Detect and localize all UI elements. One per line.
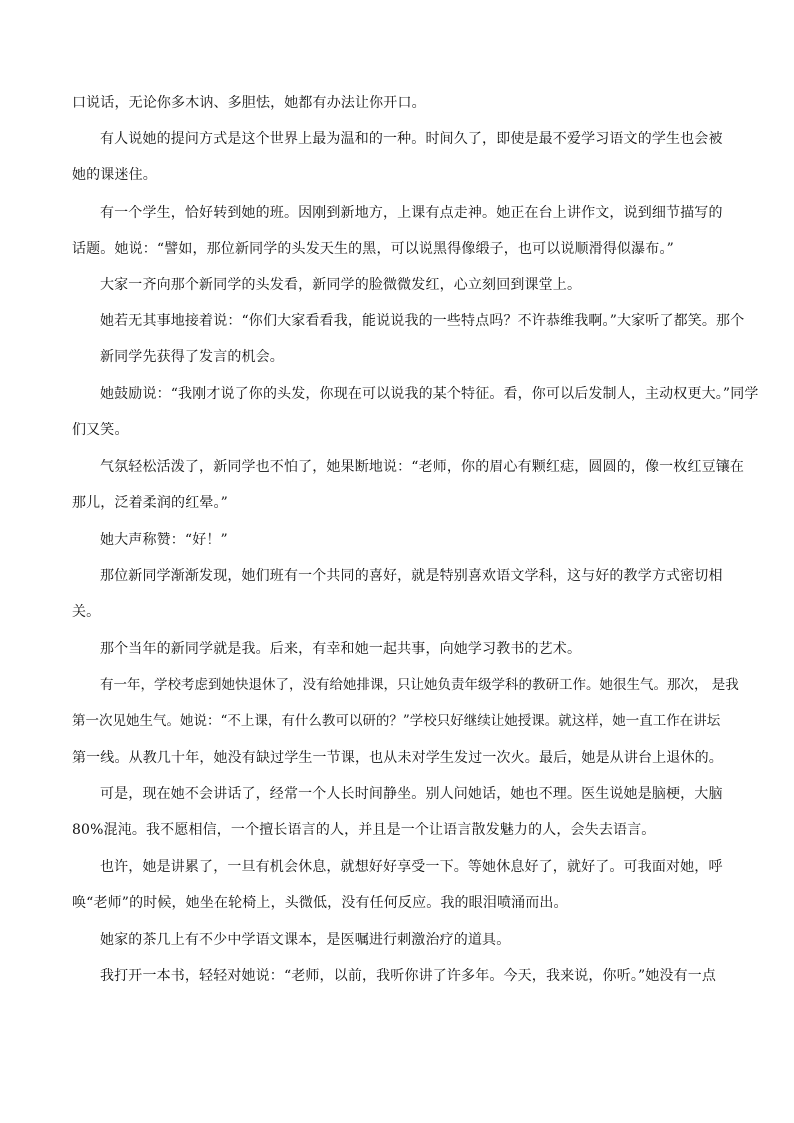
paragraph-line: 大家一齐向那个新同学的头发看，新同学的脸微微发红，心立刻回到课堂上。 [100,277,582,293]
text-line: 关。 [72,604,101,620]
paragraph-line: 我打开一本书，轻轻对她说：“老师，以前，我听你讲了许多年。今天，我来说，你听。”她没有一点 [100,968,717,984]
paragraph-line: 有人说她的提问方式是这个世界上最为温和的一种。时间久了，即使是最不爱学习语文的学生也会被 [100,131,723,147]
paragraph-line: 她大声称赞：“好！” [100,532,228,548]
paragraph-line: 也许，她是讲累了，一旦有机会休息，就想好好享受一下。等她休息好了，就好了。可我面对她，呼 [100,859,723,875]
text-line: 第一线。从教几十年，她没有缺过学生一节课，也从未对学生发过一次火。最后，她是从讲台上退休的。 [72,750,723,766]
paragraph-line: 她鼓励说：“我刚才说了你的头发，你现在可以说我的某个特征。看，你可以后发制人，主动权更大。”同学 [100,386,759,402]
paragraph-line: 可是，现在她不会讲话了，经常一个人长时间静坐。别人问她话，她也不理。医生说她是脑梗，大脑 [100,786,723,802]
text-line: 她的课迷住。 [72,167,157,183]
text-line: 第一次见她生气。她说：“不上课，有什么教可以研的？”学校只好继续让她授课。就这样，她一直工作在讲坛 [72,713,721,729]
paragraph-line: 她若无其事地接着说：“你们大家看看我，能说说我的一些特点吗？不许恭维我啊。”大家听了都笑。那个 [100,313,745,329]
text-line: 80%混沌。我不愿相信，一个擅长语言的人，并且是一个让语言散发魅力的人，会失去语言。 [72,822,656,838]
paragraph-line: 那位新同学渐渐发现，她们班有一个共同的喜好，就是特别喜欢语文学科，这与好的教学方式密切相 [100,568,723,584]
text-line: 们又笑。 [72,422,129,438]
paragraph-line: 气氛轻松活泼了，新同学也不怕了，她果断地说：“老师，你的眉心有颗红痣，圆圆的，像一枚红豆镶在 [100,459,745,475]
text-line: 话题。她说：“譬如，那位新同学的头发天生的黑，可以说黑得像缎子，也可以说顺滑得似瀑布。” [72,241,674,257]
text-line: 新同学先获得了发言的机会。 [100,349,284,365]
paragraph-line: 那个当年的新同学就是我。后来，有幸和她一起共事，向她学习教书的艺术。 [100,641,582,657]
text-line: 那儿，泛着柔润的红晕。” [72,495,228,511]
text-line: 口说话，无论你多木讷、多胆怯，她都有办法让你开口。 [72,95,426,111]
text-line: 唤“老师”的时候，她坐在轮椅上，头微低，没有任何反应。我的眼泪喷涌而出。 [72,895,568,911]
paragraph-line: 有一年，学校考虑到她快退休了，没有给她排课，只让她负责年级学科的教研工作。她很生气。那次， 是我 [100,677,739,693]
paragraph-line: 她家的茶几上有不少中学语文课本，是医嘱进行刺激治疗的道具。 [100,932,511,948]
paragraph-line: 有一个学生，恰好转到她的班。因刚到新地方，上课有点走神。她正在台上讲作文，说到细节描写的 [100,205,723,221]
